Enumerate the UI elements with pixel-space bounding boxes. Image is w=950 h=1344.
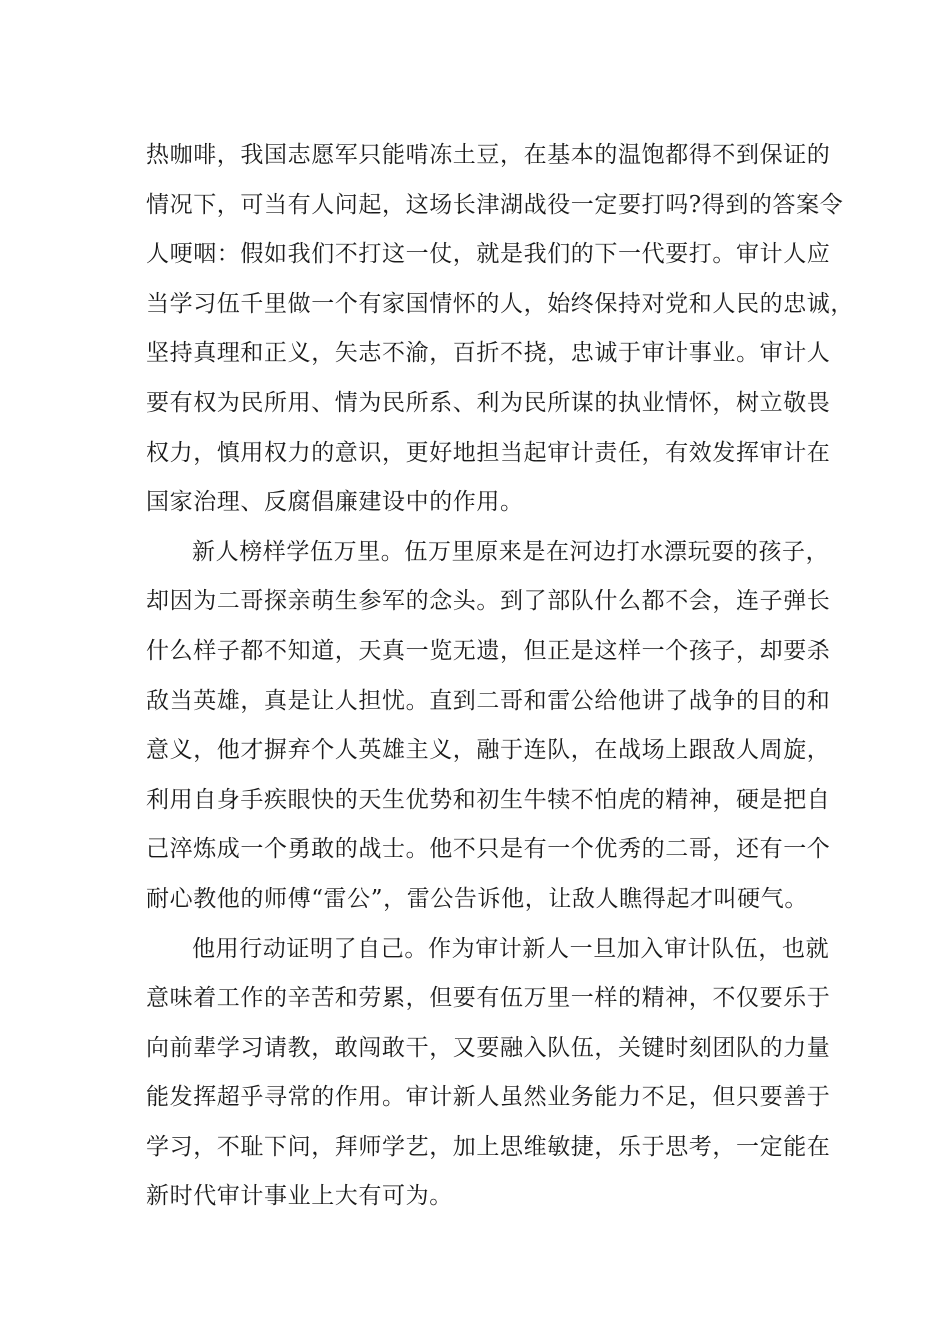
text-line: 意味着工作的辛苦和劳累，但要有伍万里一样的精神，不仅要乐于 (146, 985, 831, 1012)
text-line: 意义，他才摒弃个人英雄主义，融于连队，在战场上跟敌人周旋， (146, 737, 831, 764)
text-line: 热咖啡，我国志愿军只能啃冻土豆，在基本的温饱都得不到保证的 (146, 142, 831, 168)
text-line: 什么样子都不知道，天真一览无遗，但正是这样一个孩子，却要杀 (146, 637, 831, 664)
text-line: 坚持真理和正义，矢志不渝，百折不挠，忠诚于审计事业。审计人 (146, 340, 831, 367)
text-line: 当学习伍千里做一个有家国情怀的人，始终保持对党和人民的忠诚， (146, 290, 854, 317)
body-text (146, 131, 854, 1222)
text-line: 人哽咽：假如我们不打这一仗，就是我们的下一代要打。审计人应 (146, 241, 831, 268)
text-line: 向前辈学习请教，敢闯敢干，又要融入队伍，关键时刻团队的力量 (146, 1034, 831, 1061)
text-line: 耐心教他的师傅“雷公”，雷公告诉他，让敌人瞧得起才叫硬气。 (146, 885, 808, 912)
text-line: 己淬炼成一个勇敢的战士。他不只是有一个优秀的二哥，还有一个 (146, 836, 831, 863)
text-line: 国家治理、反腐倡廉建设中的作用。 (146, 489, 524, 516)
text-line: 情况下，可当有人问起，这场长津湖战役一定要打吗?得到的答案令 (146, 191, 844, 218)
text-line: 利用自身手疾眼快的天生优势和初生牛犊不怕虎的精神，硬是把自 (146, 786, 831, 813)
text-line: 却因为二哥探亲萌生参军的念头。到了部队什么都不会，连子弹长 (146, 588, 831, 615)
text-line: 能发挥超乎寻常的作用。审计新人虽然业务能力不足，但只要善于 (146, 1084, 831, 1111)
text-line: 学习，不耻下问，拜师学艺，加上思维敏捷，乐于思考，一定能在 (146, 1133, 831, 1160)
text-line: 权力，慎用权力的意识，更好地担当起审计责任，有效发挥审计在 (146, 439, 831, 466)
text-line: 新时代审计事业上大有可为。 (146, 1183, 453, 1210)
text-line: 敌当英雄，真是让人担忧。直到二哥和雷公给他讲了战争的目的和 (146, 687, 831, 714)
paragraph-first-line: 他用行动证明了自己。作为审计新人一旦加入审计队伍，也就 (192, 935, 830, 962)
text-line: 要有权为民所用、情为民所系、利为民所谋的执业情怀，树立敬畏 (146, 389, 831, 416)
paragraph-first-line: 新人榜样学伍万里。伍万里原来是在河边打水漂玩耍的孩子， (192, 538, 830, 565)
